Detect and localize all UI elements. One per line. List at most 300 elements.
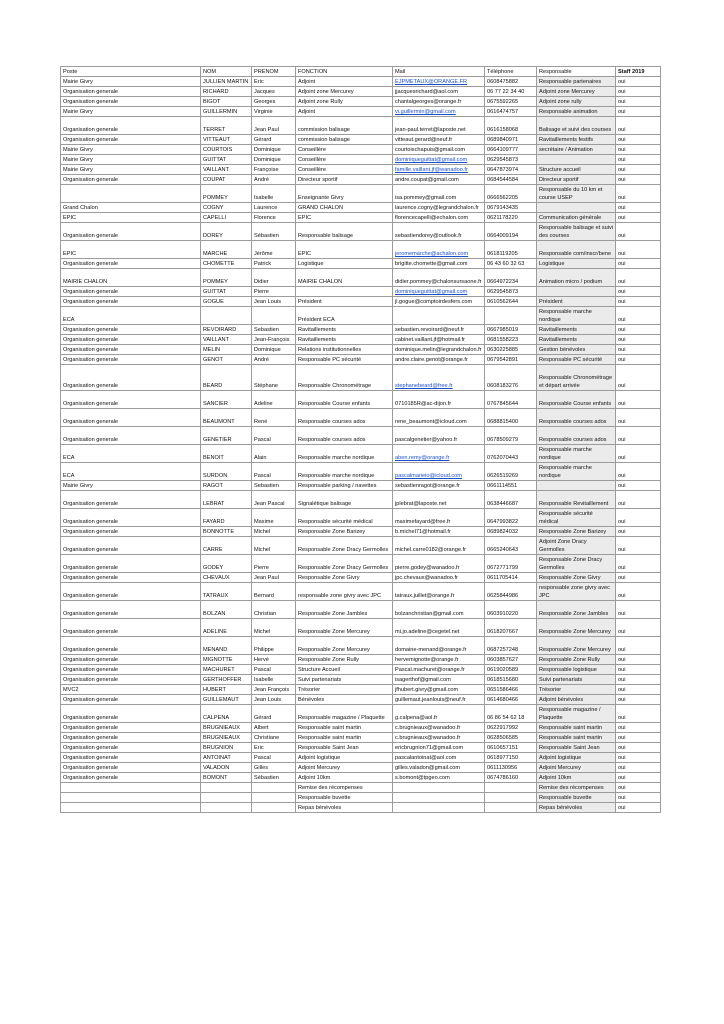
responsable-cell: Responsable sécurité médical: [537, 509, 616, 527]
poste-cell: Organisation generale: [61, 345, 201, 355]
table-row: [61, 705, 661, 723]
prenom-cell: Adeline: [252, 391, 296, 409]
table-row: [61, 87, 661, 97]
mail-cell: s.bomont@tpgeo.com: [393, 773, 485, 783]
fonction-cell: Suivi partenariats: [296, 675, 393, 685]
staff-table: [60, 66, 661, 813]
mail-cell: guillemaut.jeanlouis@neuf.fr: [393, 695, 485, 705]
mail-cell: chantalgeorges@orange.fr: [393, 97, 485, 107]
prenom-cell: Sebastien: [252, 481, 296, 491]
telephone-cell: 0618119205: [485, 241, 537, 259]
mail-cell: jplebrat@laposte.net: [393, 491, 485, 509]
mail-cell: sebastiendorey@outlook.fr: [393, 223, 485, 241]
prenom-cell: Christian: [252, 601, 296, 619]
prenom-cell: Sébastien: [252, 773, 296, 783]
prenom-cell: Gérard: [252, 705, 296, 723]
telephone-cell: 0666562205: [485, 185, 537, 203]
fonction-cell: Ravitaillements: [296, 325, 393, 335]
telephone-cell: [485, 307, 537, 325]
nom-cell: BRUGNIEAUX: [201, 723, 252, 733]
mail-cell[interactable]: pascalmarieio@icloud.com: [393, 463, 485, 481]
poste-cell: Organisation generale: [61, 223, 201, 241]
prenom-cell: Alain: [252, 445, 296, 463]
poste-cell: MAIRIE CHALON: [61, 269, 201, 287]
staff-cell: oui: [616, 175, 661, 185]
poste-cell: Organisation generale: [61, 733, 201, 743]
poste-cell: [61, 803, 201, 813]
mail-cell: courtoischapuis@gmail.com: [393, 145, 485, 155]
table-row: [61, 77, 661, 87]
staff-cell: oui: [616, 491, 661, 509]
poste-cell: Organisation generale: [61, 297, 201, 307]
table-row: [61, 509, 661, 527]
table-row: [61, 307, 661, 325]
table-row: [61, 241, 661, 259]
poste-cell: Mairie Givry: [61, 77, 201, 87]
staff-cell: oui: [616, 527, 661, 537]
table-row: [61, 685, 661, 695]
nom-cell: RAGOT: [201, 481, 252, 491]
nom-cell: MIGNOTTE: [201, 655, 252, 665]
prenom-cell: [252, 793, 296, 803]
poste-cell: Organisation generale: [61, 753, 201, 763]
staff-cell: oui: [616, 743, 661, 753]
telephone-cell: 0679143435: [485, 203, 537, 213]
telephone-cell: 0651586466: [485, 685, 537, 695]
mail-cell: c.brugnieaux@wanadoo.fr: [393, 723, 485, 733]
poste-cell: Organisation generale: [61, 365, 201, 391]
nom-cell: GUITTAT: [201, 287, 252, 297]
prenom-cell: [252, 783, 296, 793]
mail-cell: pierre.godey@wanadoo.fr: [393, 555, 485, 573]
nom-cell: TATRAUX: [201, 583, 252, 601]
mail-cell[interactable]: EJPMETAUX@ORANGE.FR: [393, 77, 485, 87]
staff-cell: oui: [616, 155, 661, 165]
table-row: [61, 601, 661, 619]
table-row: [61, 637, 661, 655]
staff-cell: oui: [616, 723, 661, 733]
table-body: [61, 77, 661, 813]
responsable-cell: Ravitaillements festifs: [537, 135, 616, 145]
poste-cell: Organisation generale: [61, 259, 201, 269]
table-row: [61, 491, 661, 509]
responsable-cell: Responsable du 10 km et course USEP: [537, 185, 616, 203]
staff-cell: oui: [616, 241, 661, 259]
mail-cell[interactable]: aben.remy@orange.fr: [393, 445, 485, 463]
fonction-cell: Repas bénévoles: [296, 803, 393, 813]
mail-cell: hervemignotte@orange.fr: [393, 655, 485, 665]
poste-cell: Organisation generale: [61, 705, 201, 723]
poste-cell: Organisation generale: [61, 355, 201, 365]
header-cell: Poste: [61, 67, 201, 77]
staff-cell: oui: [616, 391, 661, 409]
telephone-cell: 0619020589: [485, 665, 537, 675]
table-row: [61, 175, 661, 185]
responsable-cell: Président: [537, 297, 616, 307]
nom-cell: HUBERT: [201, 685, 252, 695]
nom-cell: MENAND: [201, 637, 252, 655]
responsable-cell: Directeur sportif: [537, 175, 616, 185]
mail-cell: sebastien.revoirard@neuf.fr: [393, 325, 485, 335]
fonction-cell: Responsable marche nordique: [296, 445, 393, 463]
nom-cell: ADELINE: [201, 619, 252, 637]
prenom-cell: Jean Louis: [252, 695, 296, 705]
table-row: [61, 783, 661, 793]
fonction-cell: Responsable parking / navettes: [296, 481, 393, 491]
nom-cell: BRUGNION: [201, 743, 252, 753]
prenom-cell: Dominique: [252, 145, 296, 155]
responsable-cell: Responsable balisage et suivi des courses: [537, 223, 616, 241]
staff-cell: oui: [616, 355, 661, 365]
table-row: [61, 259, 661, 269]
prenom-cell: Stéphane: [252, 365, 296, 391]
poste-cell: Organisation generale: [61, 117, 201, 135]
telephone-cell: 0603910220: [485, 601, 537, 619]
staff-cell: oui: [616, 213, 661, 223]
mail-cell: jean-paul.terret@laposte.net: [393, 117, 485, 135]
poste-cell: EPIC: [61, 213, 201, 223]
poste-cell: Organisation generale: [61, 655, 201, 665]
mail-cell: vitteaut.gerard@neuf.fr: [393, 135, 485, 145]
telephone-cell: 0681558223: [485, 335, 537, 345]
nom-cell: DOREY: [201, 223, 252, 241]
prenom-cell: André: [252, 175, 296, 185]
responsable-cell: Adjoint Zone Dracy Germolles: [537, 537, 616, 555]
responsable-cell: Adjoint Mercurey: [537, 763, 616, 773]
staff-cell: oui: [616, 685, 661, 695]
staff-cell: oui: [616, 619, 661, 637]
poste-cell: [61, 783, 201, 793]
staff-cell: oui: [616, 287, 661, 297]
responsable-cell: Adjoint 10km: [537, 773, 616, 783]
prenom-cell: Eric: [252, 743, 296, 753]
mail-cell: andre.coupat@gmail.com: [393, 175, 485, 185]
nom-cell: GENETIER: [201, 427, 252, 445]
telephone-cell: 0689824032: [485, 527, 537, 537]
header-cell: Téléphone: [485, 67, 537, 77]
poste-cell: Organisation generale: [61, 97, 201, 107]
table-row: [61, 655, 661, 665]
responsable-cell: Adjoint bénévoles: [537, 695, 616, 705]
telephone-cell: 0608183276: [485, 365, 537, 391]
nom-cell: BRUGNIEAUX: [201, 733, 252, 743]
telephone-cell: 0611705414: [485, 573, 537, 583]
responsable-cell: Responsable courses ados: [537, 427, 616, 445]
poste-cell: Organisation generale: [61, 601, 201, 619]
nom-cell: BEAUMONT: [201, 409, 252, 427]
prenom-cell: Maxime: [252, 509, 296, 527]
table-row: [61, 165, 661, 175]
responsable-cell: Trésorier: [537, 685, 616, 695]
telephone-cell: [485, 793, 537, 803]
fonction-cell: Adjoint Mercurey: [296, 763, 393, 773]
staff-cell: oui: [616, 573, 661, 583]
nom-cell: GERTHOFFER: [201, 675, 252, 685]
poste-cell: EPIC: [61, 241, 201, 259]
prenom-cell: Jean Paul: [252, 573, 296, 583]
mail-cell: brigitte.chomette@gmail.com: [393, 259, 485, 269]
prenom-cell: Georges: [252, 97, 296, 107]
telephone-cell: 0762070443: [485, 445, 537, 463]
fonction-cell: Responsable Saint Jean: [296, 743, 393, 753]
nom-cell: GUILLERMIN: [201, 107, 252, 117]
staff-cell: oui: [616, 601, 661, 619]
staff-cell: oui: [616, 583, 661, 601]
responsable-cell: Responsable buvette: [537, 793, 616, 803]
fonction-cell: Responsable Zone Barizey: [296, 527, 393, 537]
staff-cell: oui: [616, 223, 661, 241]
staff-cell: oui: [616, 135, 661, 145]
staff-cell: oui: [616, 695, 661, 705]
table-row: [61, 665, 661, 675]
staff-cell: oui: [616, 185, 661, 203]
mail-cell: [393, 783, 485, 793]
nom-cell: [201, 307, 252, 325]
fonction-cell: EPIC: [296, 241, 393, 259]
poste-cell: Organisation generale: [61, 773, 201, 783]
prenom-cell: Philippe: [252, 637, 296, 655]
header-cell: FONCTION: [296, 67, 393, 77]
mail-cell: isa.pommey@gmail.com: [393, 185, 485, 203]
table-row: [61, 335, 661, 345]
table-row: [61, 155, 661, 165]
prenom-cell: Pascal: [252, 427, 296, 445]
mail-cell: maximefayard@free.fr: [393, 509, 485, 527]
fonction-cell: commission balisage: [296, 135, 393, 145]
poste-cell: Organisation generale: [61, 335, 201, 345]
poste-cell: Mairie Givry: [61, 145, 201, 155]
mail-cell[interactable]: dominiqueguittat@gmail.com: [393, 155, 485, 165]
nom-cell: VAILLANT: [201, 165, 252, 175]
table-row: [61, 763, 661, 773]
telephone-cell: 0616474757: [485, 107, 537, 117]
table-row: [61, 773, 661, 783]
prenom-cell: Didier: [252, 269, 296, 287]
telephone-cell: 06 43 60 32 63: [485, 259, 537, 269]
prenom-cell: Gérard: [252, 135, 296, 145]
mail-cell[interactable]: famille.vaillant.jf@wanadoo.fr: [393, 165, 485, 175]
fonction-cell: Responsable PC sécurité: [296, 355, 393, 365]
nom-cell: GENOT: [201, 355, 252, 365]
poste-cell: Organisation generale: [61, 175, 201, 185]
nom-cell: CHOMETTE: [201, 259, 252, 269]
table-row: [61, 355, 661, 365]
staff-cell: oui: [616, 297, 661, 307]
table-row: [61, 135, 661, 145]
poste-cell: Organisation generale: [61, 491, 201, 509]
responsable-cell: Responsable Zone Mercurey: [537, 637, 616, 655]
telephone-cell: 0629545873: [485, 155, 537, 165]
telephone-cell: 0618207667: [485, 619, 537, 637]
mail-cell: gilles.valadon@gmail.com: [393, 763, 485, 773]
nom-cell: [201, 783, 252, 793]
mail-cell[interactable]: dominiqueguittat@gmail.com: [393, 287, 485, 297]
telephone-cell: [485, 783, 537, 793]
poste-cell: [61, 793, 201, 803]
poste-cell: [61, 185, 201, 203]
staff-cell: oui: [616, 427, 661, 445]
responsable-cell: Suivi partenariats: [537, 675, 616, 685]
table-row: [61, 409, 661, 427]
table-row: [61, 391, 661, 409]
prenom-cell: Sébastien: [252, 223, 296, 241]
poste-cell: Organisation generale: [61, 555, 201, 573]
table-row: [61, 325, 661, 335]
poste-cell: Organisation generale: [61, 675, 201, 685]
responsable-cell: Responsable logistique: [537, 665, 616, 675]
table-row: [61, 803, 661, 813]
fonction-cell: Adjoint zone Mercurey: [296, 87, 393, 97]
nom-cell: SANCIER: [201, 391, 252, 409]
table-row: [61, 463, 661, 481]
telephone-cell: 06 86 54 62 18: [485, 705, 537, 723]
mail-cell: b.michel71@hotmail.fr: [393, 527, 485, 537]
nom-cell: LEBRAT: [201, 491, 252, 509]
fonction-cell: Responsable balisage: [296, 223, 393, 241]
fonction-cell: Responsable courses ados: [296, 427, 393, 445]
telephone-cell: 0625844986: [485, 583, 537, 601]
fonction-cell: Structure Accueil: [296, 665, 393, 675]
table-row: [61, 427, 661, 445]
nom-cell: SURDON: [201, 463, 252, 481]
poste-cell: Organisation generale: [61, 619, 201, 637]
mail-cell: domaine-menand@orange.fr: [393, 637, 485, 655]
staff-cell: oui: [616, 259, 661, 269]
fonction-cell: MAIRIE CHALON: [296, 269, 393, 287]
prenom-cell: Dominique: [252, 155, 296, 165]
staff-cell: oui: [616, 733, 661, 743]
nom-cell: MACHURET: [201, 665, 252, 675]
responsable-cell: Responsable Zone Givry: [537, 573, 616, 583]
telephone-cell: 0674786160: [485, 773, 537, 783]
fonction-cell: commission balisage: [296, 117, 393, 135]
mail-cell: [393, 803, 485, 813]
poste-cell: Organisation generale: [61, 665, 201, 675]
staff-cell: oui: [616, 665, 661, 675]
responsable-cell: Responsable magazine / Plaquette: [537, 705, 616, 723]
prenom-cell: Virginie: [252, 107, 296, 117]
fonction-cell: Directeur sportif: [296, 175, 393, 185]
telephone-cell: 0626519269: [485, 463, 537, 481]
telephone-cell: 0611130956: [485, 763, 537, 773]
prenom-cell: Albert: [252, 723, 296, 733]
fonction-cell: Adjoint 10km: [296, 773, 393, 783]
responsable-cell: secrétaire / Animation: [537, 145, 616, 155]
telephone-cell: 0679542891: [485, 355, 537, 365]
nom-cell: GOGUE: [201, 297, 252, 307]
prenom-cell: Jean Pascal: [252, 491, 296, 509]
mail-cell: pascalgenetier@yahoo.fr: [393, 427, 485, 445]
telephone-cell: 0667985019: [485, 325, 537, 335]
table-row: [61, 733, 661, 743]
prenom-cell: Jean Paul: [252, 117, 296, 135]
table-row: [61, 527, 661, 537]
mail-cell[interactable]: vi.guillermin@gmail.com: [393, 107, 485, 117]
fonction-cell: Signalétique balisage: [296, 491, 393, 509]
staff-cell: oui: [616, 165, 661, 175]
staff-cell: oui: [616, 307, 661, 325]
nom-cell: GUITTAT: [201, 155, 252, 165]
mail-cell: jfhubert.givry@gmail.com: [393, 685, 485, 695]
prenom-cell: André: [252, 355, 296, 365]
header-cell: Responsable: [537, 67, 616, 77]
staff-cell: oui: [616, 783, 661, 793]
fonction-cell: EPIC: [296, 213, 393, 223]
responsable-cell: Responsable marche nordique: [537, 307, 616, 325]
mail-cell: c.brugnieaux@wanadoo.fr: [393, 733, 485, 743]
nom-cell: ANTOINAT: [201, 753, 252, 763]
mail-cell[interactable]: stephanebeard@free.fr: [393, 365, 485, 391]
poste-cell: Organisation generale: [61, 427, 201, 445]
responsable-cell: Responsable Saint Jean: [537, 743, 616, 753]
telephone-cell: 0689840971: [485, 135, 537, 145]
prenom-cell: Pascal: [252, 665, 296, 675]
prenom-cell: Jean François: [252, 685, 296, 695]
prenom-cell: Pierre: [252, 555, 296, 573]
poste-cell: MVC2: [61, 685, 201, 695]
responsable-cell: [537, 155, 616, 165]
fonction-cell: Responsable saint martin: [296, 723, 393, 733]
telephone-cell: 0688815400: [485, 409, 537, 427]
staff-cell: oui: [616, 203, 661, 213]
fonction-cell: Responsable Zone Dracy Germolles: [296, 555, 393, 573]
staff-cell: oui: [616, 537, 661, 555]
telephone-cell: 0616158068: [485, 117, 537, 135]
responsable-cell: Remise des récompenses: [537, 783, 616, 793]
nom-cell: MARCHE: [201, 241, 252, 259]
prenom-cell: Dominique: [252, 345, 296, 355]
poste-cell: ECA: [61, 445, 201, 463]
prenom-cell: Bernard: [252, 583, 296, 601]
prenom-cell: [252, 307, 296, 325]
prenom-cell: [252, 803, 296, 813]
mail-cell: 0710185R@ac-dijon.fr: [393, 391, 485, 409]
prenom-cell: Jacques: [252, 87, 296, 97]
telephone-cell: 0629545873: [485, 287, 537, 297]
staff-cell: oui: [616, 481, 661, 491]
fonction-cell: Logistique: [296, 259, 393, 269]
responsable-cell: Repas bénévoles: [537, 803, 616, 813]
responsable-cell: Responsable courses ados: [537, 409, 616, 427]
header-cell: Mail: [393, 67, 485, 77]
telephone-cell: 0618515680: [485, 675, 537, 685]
nom-cell: BONNOTTE: [201, 527, 252, 537]
poste-cell: Organisation generale: [61, 391, 201, 409]
nom-cell: BENOIT: [201, 445, 252, 463]
header-cell: Staff 2019: [616, 67, 661, 77]
telephone-cell: 0661114551: [485, 481, 537, 491]
mail-cell[interactable]: jeromemarche@achalon.com: [393, 241, 485, 259]
responsable-cell: Adjoint zone rully: [537, 97, 616, 107]
header-cell: PRENOM: [252, 67, 296, 77]
mail-cell: isagerthof@gmail.com: [393, 675, 485, 685]
poste-cell: ECA: [61, 463, 201, 481]
telephone-cell: 0684544584: [485, 175, 537, 185]
prenom-cell: Patrick: [252, 259, 296, 269]
responsable-cell: Responsable marche nordique: [537, 463, 616, 481]
nom-cell: MELIN: [201, 345, 252, 355]
table-row: [61, 675, 661, 685]
telephone-cell: 06 77 22 34 40: [485, 87, 537, 97]
fonction-cell: Responsable Course enfants: [296, 391, 393, 409]
responsable-cell: Responsable PC sécurité: [537, 355, 616, 365]
fonction-cell: Conseillère: [296, 155, 393, 165]
poste-cell: Mairie Givry: [61, 155, 201, 165]
prenom-cell: Isabelle: [252, 185, 296, 203]
nom-cell: VITTEAUT: [201, 135, 252, 145]
nom-cell: REVOIRARD: [201, 325, 252, 335]
telephone-cell: 0664109777: [485, 145, 537, 155]
